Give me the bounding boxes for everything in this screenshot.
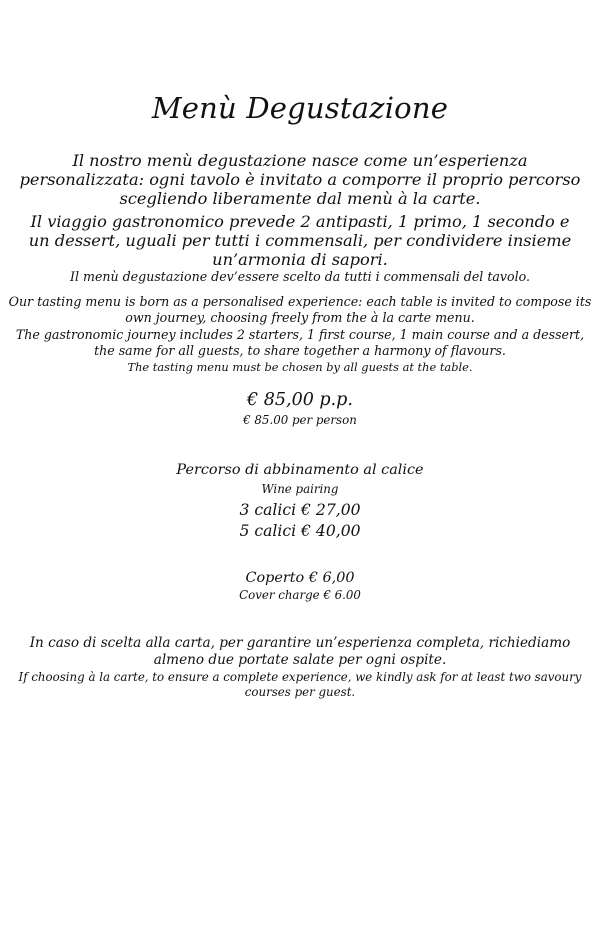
wine-pairing-english: Wine pairing (261, 482, 339, 496)
english-intro-paragraph-2: The gastronomic journey includes 2 starters, 1 first course, 1 main course and a dessert, the same for all guests, to share together a harmony of flavours. (15, 327, 585, 358)
english-note: The tasting menu must be chosen by all guests at the table. (127, 360, 473, 374)
cover-charge: Coperto € 6,00 (245, 570, 355, 586)
italian-note: Il menù degustazione dev’essere scelto da tutti i commensali del tavolo. (70, 269, 530, 284)
english-intro-paragraph-1: Our tasting menu is born as a personalised experience: each table is invited to compose its own journey, choosing freely from the à la carte menu. (8, 294, 592, 325)
a-la-carte-note-italian: In caso di scelta alla carta, per garantire un’esperienza completa, richiediamo almeno due portate salate per ogni ospite. (29, 635, 571, 668)
page-title: Menù Degustazione (151, 91, 449, 125)
tasting-price: € 85,00 p.p. (247, 390, 353, 410)
wine-option-5-glasses: 5 calici € 40,00 (239, 522, 361, 540)
a-la-carte-note-english: If choosing à la carte, to ensure a complete experience, we kindly ask for at least two savoury courses per guest. (18, 670, 582, 699)
tasting-price-english: € 85.00 per person (243, 413, 357, 427)
wine-pairing-options (0, 500, 600, 542)
italian-intro-paragraph-1: Il nostro menù degustazione nasce come un’esperienza personalizzata: ogni tavolo è invitato a comporre il proprio percorso scegliendo liberamente dal menù à la carte. (19, 151, 581, 208)
cover-charge-english: Cover charge € 6.00 (239, 588, 361, 602)
english-intro (6, 294, 594, 377)
italian-intro (18, 151, 582, 273)
italian-intro-paragraph-2: Il viaggio gastronomico prevede 2 antipasti, 1 primo, 1 secondo e un dessert, uguali per tutti i commensali, per condividere insieme un’armonia di sapori. (28, 212, 572, 269)
wine-pairing-title: Percorso di abbinamento al calice (176, 462, 424, 478)
wine-option-3-glasses: 3 calici € 27,00 (239, 501, 361, 519)
